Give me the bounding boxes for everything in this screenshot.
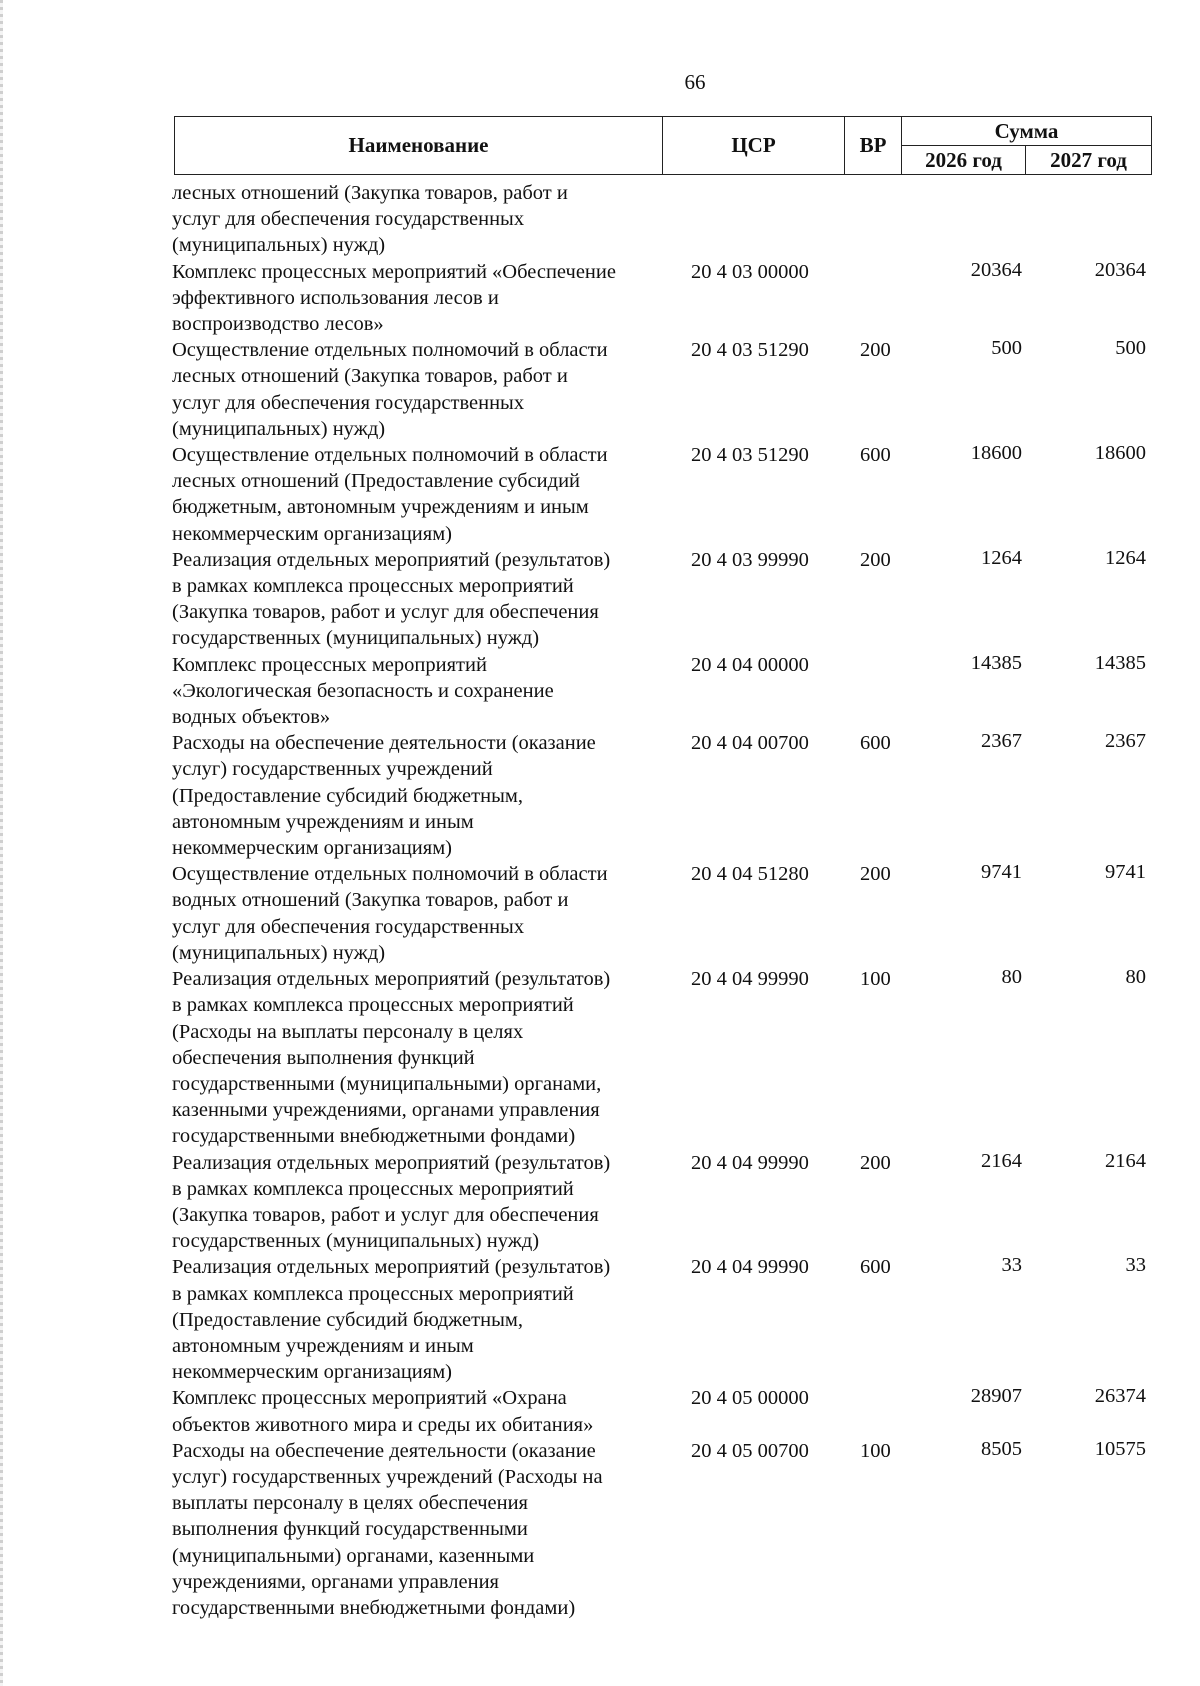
table-row [172,180,1152,259]
table-row [172,861,1152,966]
header-name: Наименование [175,117,663,174]
row-name: Расходы на обеспечение деятельности (оказание услуг) государственных учреждений (Предоставление субсидий бюджетным, автономным учреждениям и иным некоммерческим организациям) [172,732,596,860]
row-sum-2027: 9741 [1105,861,1146,884]
row-csr: 20 4 04 51280 [691,863,809,886]
row-csr: 20 4 04 99990 [691,1151,809,1174]
row-name: Осуществление отдельных полномочий в области лесных отношений (Закупка товаров, работ и услуг для обеспечения государственных (муниципальных) нужд) [172,339,608,440]
row-sum-2027: 33 [1125,1254,1146,1277]
row-sum-2026: 2367 [981,730,1022,753]
row-csr: 20 4 03 51290 [691,444,809,467]
row-vr: 600 [860,732,891,755]
row-sum-2027: 26374 [1094,1385,1146,1408]
table-row [172,730,1152,861]
row-sum-2027: 500 [1115,337,1146,360]
header-year-2026: 2026 год [902,146,1026,174]
row-csr: 20 4 05 00000 [691,1387,809,1410]
row-sum-2027: 14385 [1094,651,1146,674]
row-csr: 20 4 03 51290 [691,339,809,362]
row-vr: 200 [860,863,891,886]
row-csr: 20 4 04 99990 [691,968,809,991]
row-vr: 100 [860,1439,891,1462]
row-vr: 100 [860,968,891,991]
row-sum-2026: 80 [1001,966,1022,989]
row-vr: 200 [860,548,891,571]
row-csr: 20 4 04 00700 [691,732,809,755]
row-sum-2026: 14385 [970,651,1022,674]
row-name: Реализация отдельных мероприятий (результатов) в рамках комплекса процессных мероприятий (Предоставление субсидий бюджетным, автономным учреждениям и иным некоммерческим организациям) [172,1256,611,1384]
row-csr: 20 4 03 99990 [691,548,809,571]
row-sum-2027: 2164 [1105,1149,1146,1172]
header-csr: ЦСР [663,117,845,174]
row-name: Расходы на обеспечение деятельности (оказание услуг) государственных учреждений (Расходы на выплаты персоналу в целях обеспечения выполнения функций государственными (муниципальными) органами, казенными учреждениями, органами управления государственными внебюджетными фондами) [172,1439,603,1619]
row-sum-2026: 33 [1001,1254,1022,1277]
table-row [172,1438,1152,1621]
row-sum-2026: 500 [991,337,1022,360]
row-name: Комплекс процессных мероприятий «Обеспечение эффективного использования лесов и воспроизводство лесов» [172,260,616,336]
scan-edge [0,0,3,1686]
row-sum-2027: 18600 [1094,442,1146,465]
row-sum-2027: 1264 [1105,546,1146,569]
row-sum-2026: 20364 [970,258,1022,281]
row-name: лесных отношений (Закупка товаров, работ и услуг для обеспечения государственных (муниципальных) нужд) [172,182,568,257]
table-row [172,442,1152,547]
row-vr: 200 [860,1151,891,1174]
table-row [172,1150,1152,1255]
header-year-2027: 2027 год [1050,147,1127,172]
row-name: Осуществление отдельных полномочий в области водных отношений (Закупка товаров, работ и услуг для обеспечения государственных (муниципальных) нужд) [172,863,608,964]
row-csr: 20 4 04 99990 [691,1256,809,1279]
page-number: 66 [684,70,706,94]
table-row [172,652,1152,731]
row-sum-2026: 1264 [981,546,1022,569]
row-sum-2027: 20364 [1094,258,1146,281]
row-name: Комплекс процессных мероприятий «Охрана объектов животного мира и среды их обитания» [172,1387,594,1436]
row-csr: 20 4 03 00000 [691,260,809,283]
row-vr: 600 [860,444,891,467]
row-vr: 200 [860,339,891,362]
row-sum-2026: 8505 [981,1437,1022,1460]
row-sum-2026: 2164 [981,1149,1022,1172]
row-sum-2026: 18600 [970,442,1022,465]
row-csr: 20 4 04 00000 [691,653,809,676]
table-header [174,116,1152,175]
row-name: Реализация отдельных мероприятий (результатов) в рамках комплекса процессных мероприятий (Закупка товаров, работ и услуг для обеспечения государственных (муниципальных) нужд) [172,548,611,650]
table-row [172,966,1152,1149]
row-name: Осуществление отдельных полномочий в области лесных отношений (Предоставление субсидий бюджетным, автономным учреждениям и иным некоммерческим организациям) [172,444,608,545]
header-sum: Сумма [902,117,1151,146]
table-row [172,259,1152,338]
row-sum-2027: 2367 [1105,730,1146,753]
table-row [172,1385,1152,1437]
row-csr: 20 4 05 00700 [691,1439,809,1462]
row-sum-2026: 9741 [981,861,1022,884]
table-body [172,180,1152,1621]
header-vr: ВР [845,117,902,174]
row-name: Комплекс процессных мероприятий «Экологическая безопасность и сохранение водных объектов» [172,653,554,729]
row-sum-2026: 28907 [970,1385,1022,1408]
row-sum-2027: 80 [1125,966,1146,989]
table-row [172,547,1152,652]
row-sum-2027: 10575 [1094,1437,1146,1460]
row-vr: 600 [860,1256,891,1279]
table-row [172,337,1152,442]
row-name: Реализация отдельных мероприятий (результатов) в рамках комплекса процессных мероприятий (Расходы на выплаты персоналу в целях обеспечения выполнения функций государственными (муниципальными) органами, казенными учреждениями, органами управления государственными внебюджетными фондами) [172,968,611,1148]
table-row [172,1254,1152,1385]
row-name: Реализация отдельных мероприятий (результатов) в рамках комплекса процессных мероприятий (Закупка товаров, работ и услуг для обеспечения государственных (муниципальных) нужд) [172,1151,611,1253]
